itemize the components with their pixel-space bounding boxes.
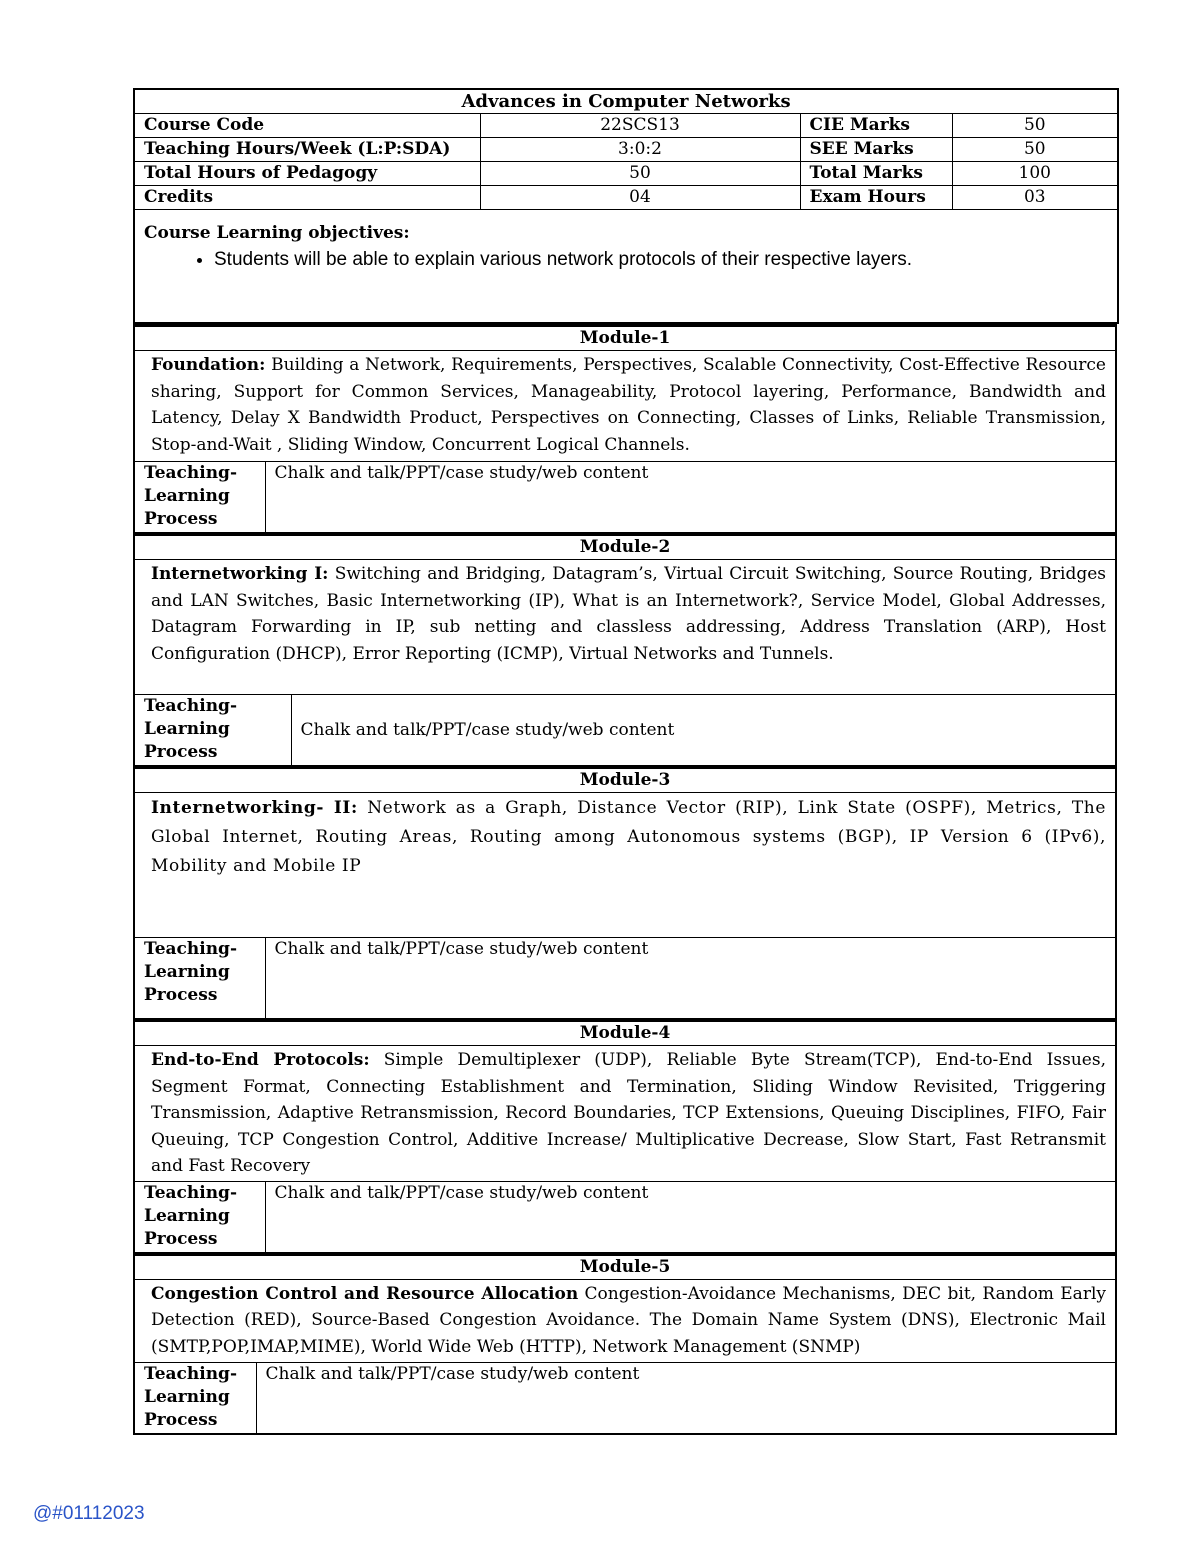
module-topic-text: Congestion-Avoidance Mechanisms, DEC bit, Random Early Detection (RED), Source-Based Congestion Avoidance. The Domain Name System (DNS), Electronic Mail (SMTP,POP,IMAP,MIME), World Wide Web (HTTP), Network Management (SNMP) — [151, 1283, 1106, 1357]
info-label: Course Code — [134, 114, 480, 138]
info-row — [134, 114, 1118, 138]
info-label: Credits — [134, 186, 480, 210]
module-topic-text: Building a Network, Requirements, Perspectives, Scalable Connectivity, Cost-Effective Resource sharing, Support for Common Services, Manageability, Protocol layering, Performance, Bandwidth and Latency, Delay X Bandwidth Product, Perspectives on Connecting, Classes of Links, Reliable Transmission, Stop-and-Wait , Sliding Window, Concurrent Logical Channels. — [151, 355, 1106, 455]
info-value: 50 — [952, 138, 1118, 162]
tlp-label-line: Teaching- — [144, 696, 238, 716]
info-label: SEE Marks — [800, 138, 952, 162]
module-content — [134, 351, 1116, 462]
module-topic-lead: Foundation: — [151, 355, 266, 375]
tlp-method: Chalk and talk/PPT/case study/web content — [265, 938, 1116, 1019]
tlp-method: Chalk and talk/PPT/case study/web content — [265, 462, 1116, 533]
module-topic-lead: Congestion Control and Resource Allocation — [151, 1283, 579, 1304]
module-heading: Module-3 — [134, 768, 1116, 793]
info-value: 3:0:2 — [480, 138, 800, 162]
info-row — [134, 138, 1118, 162]
module-content — [134, 560, 1116, 695]
info-value: 03 — [952, 186, 1118, 210]
info-label: Total Hours of Pedagogy — [134, 162, 480, 186]
tlp-label — [134, 1181, 265, 1252]
info-value: 50 — [952, 114, 1118, 138]
info-value: 50 — [480, 162, 800, 186]
module-topic-lead: Internetworking I: — [151, 564, 329, 584]
tlp-label — [134, 1362, 256, 1434]
module-table — [133, 766, 1117, 1019]
modules-section — [133, 324, 1117, 1435]
info-label: Exam Hours — [800, 186, 952, 210]
info-value: 04 — [480, 186, 800, 210]
tlp-method: Chalk and talk/PPT/case study/web content — [265, 1181, 1116, 1252]
module-content — [134, 793, 1116, 938]
module-table — [133, 324, 1117, 533]
tlp-label-line: Process — [144, 985, 218, 1005]
tlp-label-line: Learning — [144, 962, 230, 982]
tlp-label-line: Process — [144, 1409, 218, 1430]
tlp-method: Chalk and talk/PPT/case study/web content — [291, 695, 1116, 766]
module-content — [134, 1046, 1116, 1182]
tlp-label-line: Process — [144, 742, 218, 762]
info-label: Total Marks — [800, 162, 952, 186]
module-topic-lead: Internetworking- II: — [151, 798, 358, 818]
tlp-label — [134, 938, 265, 1019]
syllabus-table — [133, 88, 1119, 324]
info-value: 22SCS13 — [480, 114, 800, 138]
info-value: 100 — [952, 162, 1118, 186]
tlp-label-line: Process — [144, 509, 218, 529]
module-heading: Module-5 — [134, 1254, 1116, 1279]
tlp-label-line: Teaching- — [144, 463, 238, 483]
syllabus-sheet — [133, 88, 1117, 1435]
module-table — [133, 533, 1117, 766]
course-title: Advances in Computer Networks — [134, 89, 1118, 114]
objectives-list — [144, 247, 1108, 273]
module-heading: Module-2 — [134, 535, 1116, 560]
tlp-label-line: Learning — [144, 1386, 230, 1407]
tlp-label-line: Learning — [144, 719, 230, 739]
module-content — [134, 1279, 1116, 1362]
tlp-label-line: Learning — [144, 1205, 230, 1226]
module-topic-text: Network as a Graph, Distance Vector (RIP), Link State (OSPF), Metrics, The Global Internet, Routing Areas, Routing among Autonomous systems (BGP), IP Version 6 (IPv6), Mobility and Mobile IP — [151, 798, 1106, 876]
tlp-label-line: Learning — [144, 486, 230, 506]
module-topic-text: Simple Demultiplexer (UDP), Reliable Byte Stream(TCP), End-to-End Issues, Segment Format, Connecting Establishment and Termination, Sliding Window Revisited, Triggering Transmission, Adaptive Retransmission, Record Boundaries, TCP Extensions, Queuing Disciplines, FIFO, Fair Queuing, TCP Congestion Control, Additive Increase/ Multiplicative Decrease, Slow Start, Fast Retransmit and Fast Recovery — [151, 1050, 1106, 1176]
module-heading: Module-1 — [134, 326, 1116, 351]
tlp-label-line: Process — [144, 1228, 218, 1249]
tlp-label-line: Teaching- — [144, 1182, 238, 1203]
tlp-method: Chalk and talk/PPT/case study/web content — [256, 1362, 1116, 1434]
objective-item: • Students will be able to explain various network protocols of their respective layers. — [214, 247, 1108, 273]
tlp-label — [134, 695, 291, 766]
objectives-heading: Course Learning objectives: — [144, 223, 410, 243]
tlp-label — [134, 462, 265, 533]
tlp-label-line: Teaching- — [144, 1363, 238, 1384]
info-label: Teaching Hours/Week (L:P:SDA) — [134, 138, 480, 162]
module-topic-text: Switching and Bridging, Datagram’s, Virtual Circuit Switching, Source Routing, Bridges and LAN Switches, Basic Internetworking (IP), What is an Internetwork?, Service Model, Global Addresses, Datagram Forwarding in IP, sub netting and classless addressing, Address Translation (ARP), Host Configuration (DHCP), Error Reporting (ICMP), Virtual Networks and Tunnels. — [151, 564, 1106, 664]
module-heading: Module-4 — [134, 1021, 1116, 1046]
module-table — [133, 1253, 1117, 1435]
tlp-label-line: Teaching- — [144, 939, 238, 959]
info-row — [134, 186, 1118, 210]
objectives-cell — [134, 210, 1118, 324]
info-row — [134, 162, 1118, 186]
module-topic-lead: End-to-End Protocols: — [151, 1050, 370, 1070]
document-stamp: @#01112023 — [33, 1503, 145, 1524]
info-label: CIE Marks — [800, 114, 952, 138]
module-table — [133, 1019, 1117, 1253]
